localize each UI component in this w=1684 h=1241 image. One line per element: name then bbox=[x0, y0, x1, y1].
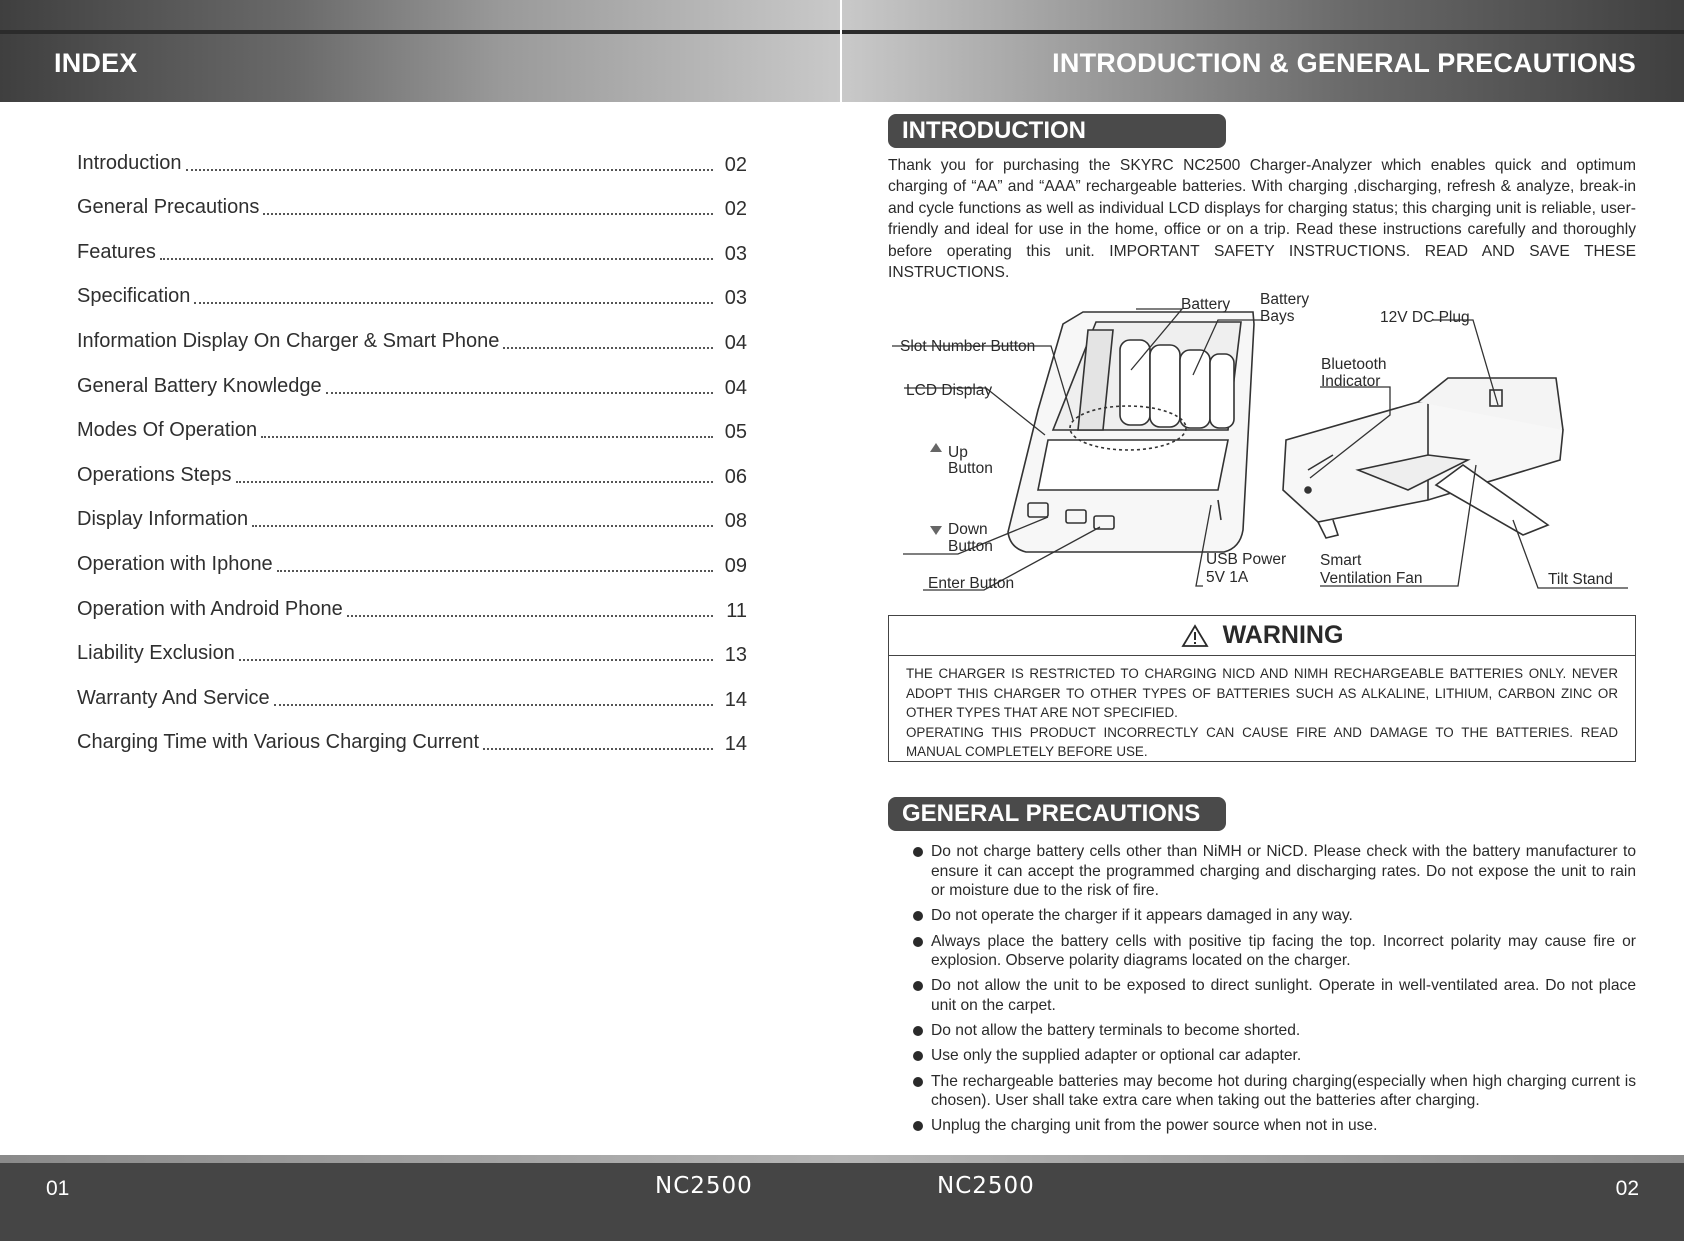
right-footer-brand: NC2500 bbox=[937, 1173, 1035, 1199]
toc-page-number: 11 bbox=[726, 599, 747, 622]
toc-leader bbox=[277, 569, 713, 572]
slot-number-button-label: Slot Number Button bbox=[900, 338, 1036, 355]
toc-leader bbox=[503, 346, 713, 349]
toc-page-number: 02 bbox=[724, 153, 747, 176]
bluetooth-indicator-label: Indicator bbox=[1321, 373, 1381, 390]
introduction-heading: INTRODUCTION bbox=[888, 114, 1226, 148]
list-item: Do not charge battery cells other than NiMH or NiCD. Please check with the battery manufacturer to ensure it can accept the programmed charging and discharging rates. Do not expose the unit to rain or moisture due to the risk of fire. bbox=[910, 842, 1636, 901]
toc-entry[interactable] bbox=[77, 355, 747, 400]
list-item: Use only the supplied adapter or optional car adapter. bbox=[910, 1046, 1636, 1066]
toc-entry[interactable] bbox=[77, 667, 747, 712]
toc-leader bbox=[263, 212, 713, 215]
toc-entry[interactable] bbox=[77, 310, 747, 355]
up-arrow-icon bbox=[930, 443, 942, 452]
ventilation-fan-label: Smart bbox=[1320, 552, 1362, 569]
precautions-list bbox=[910, 842, 1636, 1141]
ventilation-fan-label: Ventilation Fan bbox=[1320, 570, 1423, 587]
toc-entry[interactable] bbox=[77, 533, 747, 578]
toc-page-number: 14 bbox=[724, 688, 747, 711]
right-page-title: INTRODUCTION & GENERAL PRECAUTIONS bbox=[1052, 48, 1636, 78]
toc-entry[interactable] bbox=[77, 712, 747, 757]
page-footer bbox=[0, 1155, 1684, 1241]
charger-front-illustration bbox=[1008, 312, 1254, 552]
dc-plug-label: 12V DC Plug bbox=[1380, 309, 1470, 326]
usb-power-label: USB Power bbox=[1206, 551, 1287, 568]
toc-page-number: 05 bbox=[724, 421, 747, 444]
toc-entry[interactable] bbox=[77, 400, 747, 445]
toc-page-number: 04 bbox=[724, 376, 747, 399]
battery-label: Battery bbox=[1181, 296, 1231, 313]
toc-leader bbox=[483, 747, 713, 750]
battery-bays-label: Bays bbox=[1260, 308, 1295, 325]
list-item: Do not allow the unit to be exposed to direct sunlight. Operate in well-ventilated area. Do not place unit on the carpet. bbox=[910, 976, 1636, 1015]
toc-leader bbox=[274, 703, 713, 706]
toc-label: Operations Steps bbox=[77, 463, 232, 486]
toc-label: Liability Exclusion bbox=[77, 642, 235, 665]
warning-header bbox=[889, 616, 1635, 656]
toc-entry[interactable] bbox=[77, 177, 747, 222]
charger-side-illustration bbox=[1283, 378, 1563, 538]
warning-text bbox=[889, 656, 1635, 762]
toc-page-number: 04 bbox=[724, 331, 747, 354]
toc-label: Features bbox=[77, 240, 156, 263]
toc-leader bbox=[186, 168, 713, 171]
footer-band bbox=[0, 1155, 1684, 1163]
toc-entry[interactable] bbox=[77, 132, 747, 177]
list-item: Always place the battery cells with positive tip facing the top. Incorrect polarity may cause fire or explosion. Observe polarity diagrams located on the charger. bbox=[910, 932, 1636, 971]
toc-entry[interactable] bbox=[77, 221, 747, 266]
toc-label: Operation with Android Phone bbox=[77, 597, 343, 620]
toc-page-number: 08 bbox=[724, 510, 747, 533]
toc-entry[interactable] bbox=[77, 489, 747, 534]
up-button-label: Button bbox=[948, 460, 993, 477]
header-rule bbox=[842, 30, 1684, 34]
toc-label: General Battery Knowledge bbox=[77, 374, 322, 397]
toc-page-number: 14 bbox=[724, 733, 747, 756]
warning-triangle-icon bbox=[1181, 624, 1209, 648]
down-button-label: Down bbox=[948, 521, 988, 538]
down-arrow-icon bbox=[930, 526, 942, 535]
warning-title: WARNING bbox=[1222, 621, 1344, 649]
toc-page-number: 02 bbox=[724, 198, 747, 221]
toc-leader bbox=[252, 524, 713, 527]
left-page-number: 01 bbox=[46, 1177, 70, 1200]
list-item: Unplug the charging unit from the power source when not in use. bbox=[910, 1116, 1636, 1136]
toc-leader bbox=[326, 391, 713, 394]
toc-label: Modes Of Operation bbox=[77, 419, 258, 442]
toc-page-number: 03 bbox=[724, 242, 747, 265]
toc-entry[interactable] bbox=[77, 623, 747, 668]
bluetooth-indicator-label: Bluetooth bbox=[1321, 356, 1387, 373]
list-item: The rechargeable batteries may become hot during charging(especially when high charging current is chosen). User shall take extra care when taking out the batteries after charging. bbox=[910, 1072, 1636, 1111]
toc-label: Introduction bbox=[77, 151, 182, 174]
toc-page-number: 06 bbox=[724, 465, 747, 488]
toc-label: Specification bbox=[77, 285, 191, 308]
list-item: Do not allow the battery terminals to become shorted. bbox=[910, 1021, 1636, 1041]
toc-page-number: 03 bbox=[724, 287, 747, 310]
toc-page-number: 13 bbox=[724, 644, 747, 667]
general-precautions-heading: GENERAL PRECAUTIONS bbox=[888, 797, 1226, 831]
right-page-header bbox=[842, 0, 1684, 102]
toc-leader bbox=[236, 480, 713, 483]
toc-label: Warranty And Service bbox=[77, 686, 270, 709]
toc-entry[interactable] bbox=[77, 578, 747, 623]
right-page-number: 02 bbox=[1615, 1177, 1639, 1200]
warning-paragraph: OPERATING THIS PRODUCT INCORRECTLY CAN CAUSE FIRE AND DAMAGE TO THE BATTERIES. READ MANUAL COMPLETELY BEFORE USE. bbox=[906, 724, 1618, 759]
battery-bays-label: Battery bbox=[1260, 291, 1310, 308]
tilt-stand-label: Tilt Stand bbox=[1548, 571, 1613, 588]
toc-label: Operation with Iphone bbox=[77, 552, 273, 575]
toc-label: Display Information bbox=[77, 508, 249, 531]
toc-label: Charging Time with Various Charging Current bbox=[77, 731, 480, 754]
toc-entry[interactable] bbox=[77, 444, 747, 489]
left-page-header bbox=[0, 0, 840, 102]
toc-leader bbox=[347, 614, 713, 617]
toc-entry[interactable] bbox=[77, 266, 747, 311]
toc-leader bbox=[239, 658, 713, 661]
toc-label: General Precautions bbox=[77, 196, 260, 219]
enter-button-label: Enter Button bbox=[928, 575, 1015, 592]
lcd-display-label: LCD Display bbox=[906, 382, 993, 399]
down-button-label: Button bbox=[948, 538, 993, 555]
index-title: INDEX bbox=[54, 48, 138, 78]
toc-leader bbox=[261, 435, 713, 438]
table-of-contents bbox=[77, 132, 747, 756]
usb-power-label: 5V 1A bbox=[1206, 569, 1249, 586]
warning-paragraph: THE CHARGER IS RESTRICTED TO CHARGING NICD AND NIMH RECHARGEABLE BATTERIES ONLY. NEVER ADOPT THIS CHARGER TO OTHER TYPES OF BATTERIES SUCH AS ALKALINE, LITHIUM, CARBON ZINC OR OTHER TYPES THAT ARE NOT SPECIFIED. bbox=[906, 666, 1618, 720]
toc-leader bbox=[160, 257, 713, 260]
introduction-text: Thank you for purchasing the SKYRC NC2500 Charger-Analyzer which enables quick and optimum charging of “AA” and “AAA” rechargeable batteries. With charging ,discharging, refresh & analyze, break-in and cycle functions as well as individual LCD displays for charging status; this charging unit is reliable, user-friendly and ideal for use in the home, office or on a trip. Read these instructions carefully and thoroughly before operating this unit. IMPORTANT SAFETY INSTRUCTIONS. READ AND SAVE THESE INSTRUCTIONS. bbox=[888, 157, 1636, 282]
charger-diagram bbox=[888, 290, 1636, 595]
list-item: Do not operate the charger if it appears damaged in any way. bbox=[910, 906, 1636, 926]
up-button-label: Up bbox=[948, 444, 968, 461]
warning-box bbox=[888, 615, 1636, 762]
left-footer-brand: NC2500 bbox=[655, 1173, 753, 1199]
toc-label: Information Display On Charger & Smart Phone bbox=[77, 329, 500, 352]
header-rule bbox=[0, 30, 840, 34]
toc-page-number: 09 bbox=[724, 554, 747, 577]
toc-leader bbox=[194, 301, 713, 304]
